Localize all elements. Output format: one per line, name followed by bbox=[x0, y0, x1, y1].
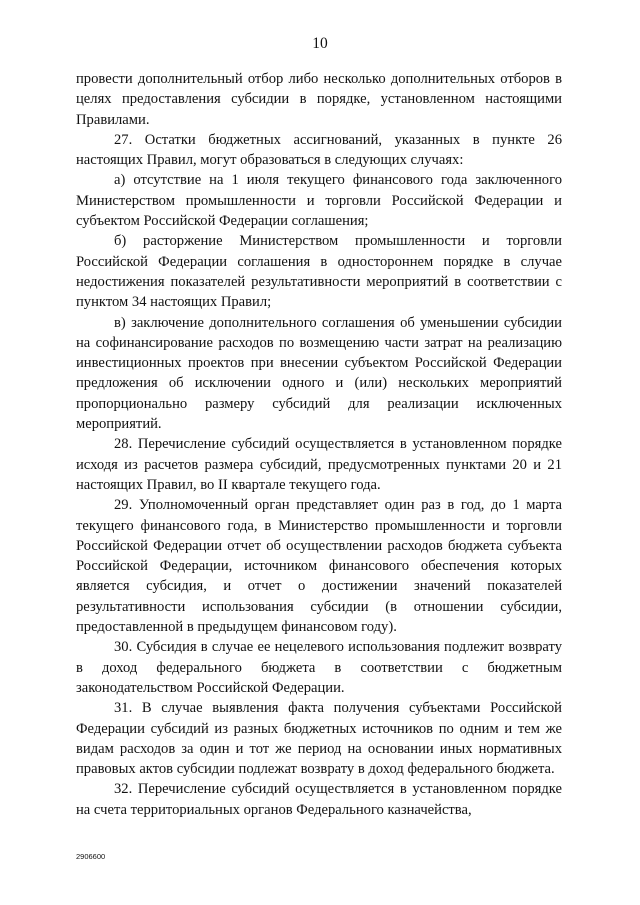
page-number: 10 bbox=[312, 35, 328, 52]
paragraph-item-31: 31. В случае выявления факта получения субъектами Российской Федерации субсидий из разных бюджетных источников по одним и тем же видам расходов за один и тот же период на основании иных нормативных правовых актов субсидии подлежат возврату в доход федерального бюджета. bbox=[76, 700, 562, 778]
paragraph-item-27b: б) расторжение Министерством промышленности и торговли Российской Федерации соглашения в одностороннем порядке в случае недостижения показателей результативности мероприятий в соответствии с пунктом 34 настоящих Правил; bbox=[76, 233, 562, 311]
paragraph-item-27a: а) отсутствие на 1 июля текущего финансового года заключенного Министерством промышленности и торговли Российской Федерации и субъектом Российской Федерации соглашения; bbox=[76, 172, 562, 230]
paragraph-item-30: 30. Субсидия в случае ее нецелевого использования подлежит возврату в доход федерального бюджета в соответствии с бюджетным законодательством Российской Федерации. bbox=[76, 639, 562, 696]
paragraph-item-27: 27. Остатки бюджетных ассигнований, указанных в пункте 26 настоящих Правил, могут образоваться в следующих случаях: bbox=[76, 131, 562, 169]
paragraph-continuation: провести дополнительный отбор либо несколько дополнительных отборов в целях предоставления субсидии в порядке, установленном настоящими Правилами. bbox=[76, 71, 562, 128]
document-code: 2906600 bbox=[76, 852, 106, 861]
document-body bbox=[76, 69, 562, 820]
paragraph-item-29: 29. Уполномоченный орган представляет один раз в год, до 1 марта текущего финансового года, в Министерство промышленности и торговли Российской Федерации отчет об осуществлении расходов бюджета субъекта Российской Федерации, источником финансового обеспечения которых является субсидия, и отчет о достижении значений показателей результативности использования субсидии (в отношении субсидии, предоставленной в предыдущем финансовом году). bbox=[76, 497, 562, 636]
paragraph-item-28: 28. Перечисление субсидий осуществляется в установленном порядке исходя из расчетов размера субсидий, предусмотренных пунктами 20 и 21 настоящих Правил, во II квартале текущего года. bbox=[76, 436, 562, 493]
paragraph-item-27v: в) заключение дополнительного соглашения об уменьшении субсидии на софинансирование расходов по возмещению части затрат на реализацию инвестиционных проектов при внесении субъектом Российской Федерации предложения об исключении одного и (или) нескольких мероприятий пропорционально размеру субсидий для реализации исключенных мероприятий. bbox=[76, 314, 562, 433]
paragraph-item-32: 32. Перечисление субсидий осуществляется в установленном порядке на счета территориальных органов Федерального казначейства, bbox=[76, 781, 562, 818]
